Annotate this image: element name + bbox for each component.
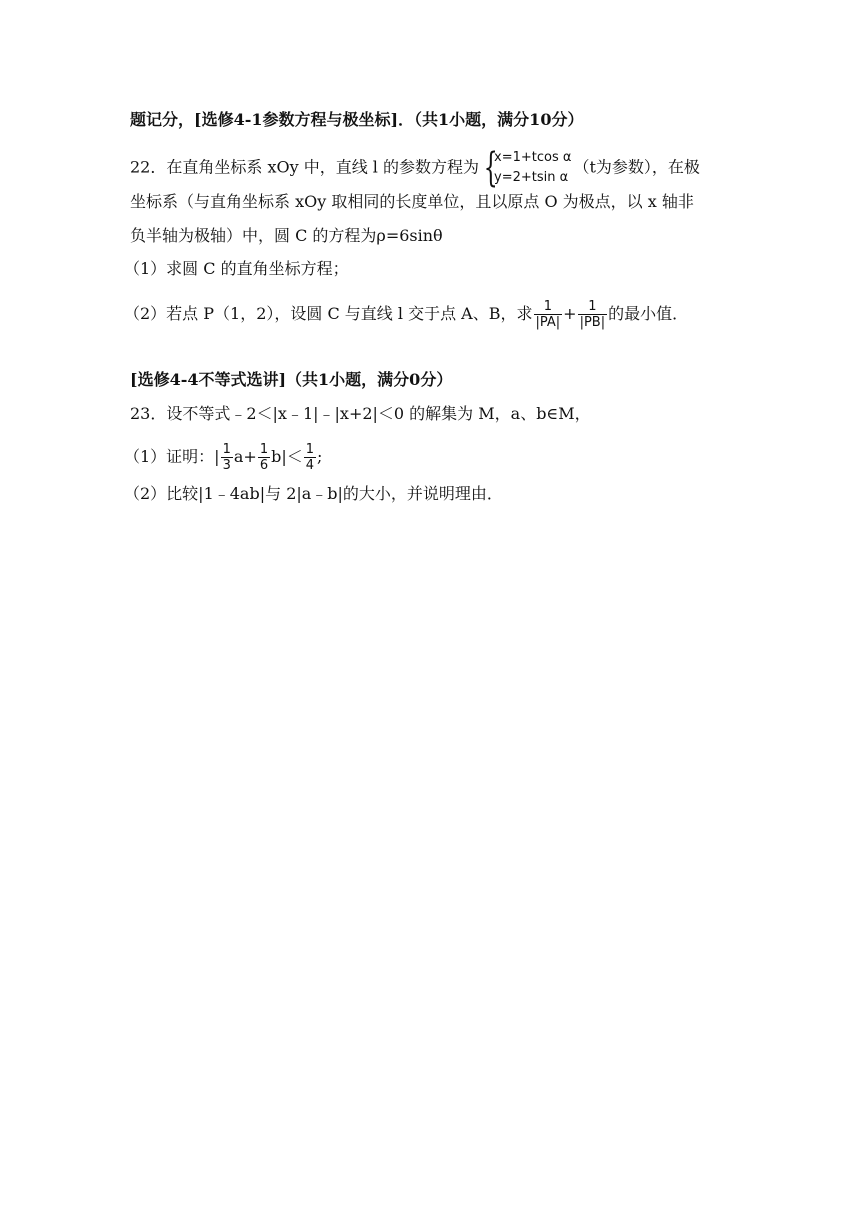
fraction-denominator: |PB| <box>579 315 606 330</box>
fraction-1-over-pb <box>578 299 608 330</box>
fraction-denominator: |PA| <box>535 315 561 330</box>
parametric-equation-system <box>481 145 572 191</box>
question-23-intro: 23．设不等式﹣2＜|x﹣1|﹣|x+2|＜0 的解集为 M，a、b∈M， <box>130 404 591 423</box>
fraction-one-third <box>221 442 233 473</box>
fraction-one-sixth <box>258 442 270 473</box>
section-header-4-1: 题记分，[选修4-1参数方程与极坐标]．（共1小题，满分10分） <box>130 110 584 129</box>
fraction-denominator: 3 <box>222 458 231 473</box>
fraction-numerator: 1 <box>588 299 597 314</box>
question-23-part-2: （2）比较|1﹣4ab|与 2|a﹣b|的大小，并说明理由． <box>124 484 503 503</box>
question-23-part-1 <box>124 442 322 473</box>
section-header-4-4: [选修4-4不等式选讲]（共1小题，满分0分） <box>130 370 453 389</box>
plus-sign: + <box>563 304 577 323</box>
question-22-line-3: 负半轴为极轴）中，圆 C 的方程为ρ=6sinθ <box>130 226 443 245</box>
part-1-end: ; <box>317 447 323 466</box>
fraction-one-quarter <box>304 442 316 473</box>
question-22-part-1: （1）求圆 C 的直角坐标方程； <box>124 259 349 278</box>
fraction-numerator: 1 <box>259 442 269 457</box>
fraction-denominator: 4 <box>305 458 315 473</box>
question-22-part-2 <box>124 299 688 330</box>
fraction-numerator: 1 <box>222 442 231 457</box>
question-22-line-2: 坐标系（与直角坐标系 xOy 取相同的长度单位，且以原点 O 为极点，以 x 轴非 <box>130 192 694 211</box>
part-1-prefix: （1）证明：| <box>124 447 220 466</box>
part-2-suffix: 的最小值． <box>608 304 689 323</box>
fraction-denominator: 6 <box>259 458 269 473</box>
parametric-x-equation: x=1+tcos α <box>494 150 572 165</box>
fraction-1-over-pa <box>534 299 563 330</box>
fraction-numerator: 1 <box>543 299 552 314</box>
parameter-note: （t为参数），在极 <box>573 157 700 177</box>
variable-b: b|＜ <box>271 447 303 466</box>
left-brace: { <box>483 145 498 191</box>
variable-a: a+ <box>233 447 257 466</box>
question-22-intro: 22．在直角坐标系 xOy 中，直线 l 的参数方程为 <box>130 157 480 177</box>
parametric-y-equation: y=2+tsin α <box>494 170 569 185</box>
question-22-line-1 <box>130 145 700 191</box>
part-2-prefix: （2）若点 P（1，2），设圆 C 与直线 l 交于点 A、B，求 <box>124 304 533 323</box>
fraction-numerator: 1 <box>305 442 315 457</box>
